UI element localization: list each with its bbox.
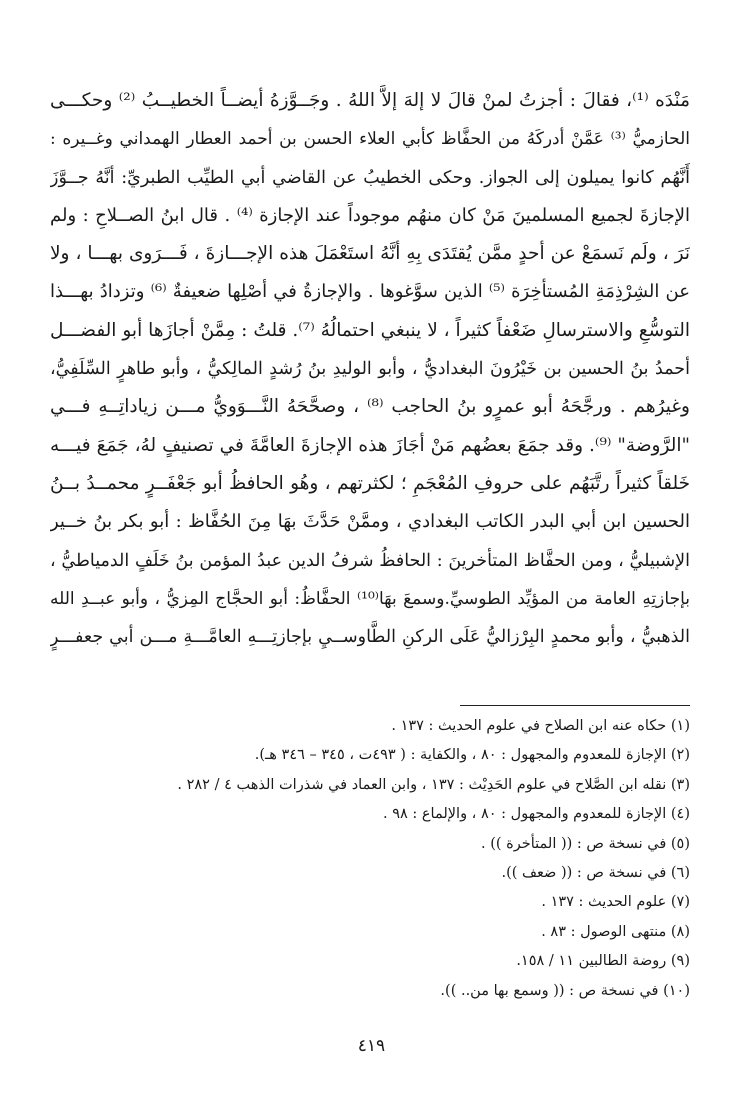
text-line: وغيرُهم . ورجَّحَهُ أبو عمرٍو بنُ الحاجب ⁽⁸⁾ ، وصحَّحَهُ النَّـــوَويُّ مـــن زياداتِــهِ فـــي xyxy=(50,396,690,418)
footnote: (٨) منتهى الوصول : ٨٣ . xyxy=(541,923,690,940)
footnote: (٧) علوم الحديث : ١٣٧ . xyxy=(541,894,690,911)
footnote: (٥) في نسخة ص : (( المتأخرة )) . xyxy=(481,835,690,852)
main-text xyxy=(50,82,690,656)
text-line: الإشبيليُّ ، ومن الحفَّاظ المتأخرينَ : الحافظُ شرفُ الدين عبدُ المؤمن بنُ خَلَفٍ الدمياطيُّ ، xyxy=(50,550,690,571)
text-line: الحازميُّ ⁽³⁾ عَمَّنْ أدركَهُ من الحفَّاظ كأبي العلاء الحسن بن أحمد العطار الهمداني وغــيره : xyxy=(50,129,690,150)
text-line: الإجازةَ لجميع المسلمينَ مَنْ كان منهُم موجوداً عند الإجازة ⁽⁴⁾ . قال ابنُ الصــلاحِ : ولم xyxy=(50,204,690,226)
page-number: ٤١٩ xyxy=(357,1036,386,1056)
text-line: نَرَ ، ولَم نَسمَعْ عن أحدٍ ممَّن يُقتَدَى بِهِ أنَّهُ استَعْمَلَ هذه الإجـــازةَ ، فَـــرَوى بهـــا ، ولا xyxy=(50,243,690,265)
text-line: التوسُّعِ والاسترسالِ ضَعْفاً كثيراً ، لا ينبغي احتمالُهُ ⁽⁷⁾. قلتُ : مِمَّنْ أجازَها أبو الفضـــل xyxy=(50,319,690,341)
footnote: (٢) الإجازة للمعدوم والمجهول : ٨٠ ، والكفاية : ( ٤٩٣ت ، ٣٤٥ – ٣٤٦ هـ). xyxy=(254,747,690,764)
footnote: (١٠) في نسخة ص : (( وسمع بها من.. )). xyxy=(440,982,690,999)
footnote: (١) حكاه عنه ابن الصلاح في علوم الحديث : ١٣٧ . xyxy=(391,718,690,734)
footnote: (٣) نقله ابن الصَّلاح في علوم الحَدِيْث : ١٣٧ ، وابن العماد في شذرات الذهب ٤ / ٢٨٢ . xyxy=(177,776,690,793)
text-line: الذهبيُّ ، وأبو محمدٍ البِرْزاليُّ عَلَى الركنِ الطَّاوســيِ بإجازتِـــهِ العامَّـــةِ مـــن أبي جعفـــرٍ xyxy=(50,627,690,648)
text-line: عن الشِرْذِمَةِ المُستأخِرَة ⁽⁵⁾ الذين سوَّغوها . والإجازةُ في أصْلِها ضعيفةٌ ⁽⁶⁾ وتزدادُ بهـــذا xyxy=(50,281,690,303)
text-line: مَنْدَه ⁽¹⁾، فقالَ : أجزتُ لمنْ قالَ لا إلهَ إلاَّ اللهُ . وجَــوَّزهُ أيضــاً الخطيــبُ ⁽²⁾ وحكـــى xyxy=(50,90,690,111)
footnote-separator xyxy=(460,705,690,706)
text-line: خَلقاً كثيراً رتَّبَهُم على حروفِ المُعْجَمِ ؛ لكثرتهم ، وهُو الحافظُ أبو جَعْفَــرٍ محمــدُ بــنُ xyxy=(50,472,690,494)
text-line: الحسين ابن أبي البدر الكاتب البغدادي ، وممَّنْ حَدَّثَ بهَا مِنَ الحُفَّاظ : أبو بكر بنُ خــير xyxy=(50,511,690,533)
footnote: (٤) الإجازة للمعدوم والمجهول : ٨٠ ، والإلماع : ٩٨ . xyxy=(383,806,690,823)
footnotes xyxy=(50,712,690,1006)
text-line: أحمدُ بنُ الحسين بن خَيْرُونَ البغداديُّ ، وأبو الوليدِ بنُ رُشدٍ المالِكيُّ ، وأبو طاهرٍ السِّلَفِيُّ، xyxy=(50,359,690,380)
footnote: (٩) روضة الطالبين ١١ / ١٥٨. xyxy=(516,953,690,970)
text-line: أَنَّهُم كانوا يميلون إلى الجواز. وحكى الخطيبُ عن القاضي أبي الطيِّب الطبريِّ: أنَّهُ جــوَّزَ xyxy=(50,167,690,188)
text-line: بإجازتِهِ العامة من المؤيِّد الطوسيِّ.وسمعَ بهَا⁽¹⁰⁾ الحفَّاظُ: أبو الحجَّاج المِزيُّ ، وأبو عبــدِ الله xyxy=(50,588,690,609)
text-line: "الرَّوضة" ⁽⁹⁾. وقد جمَعَ بعضُهم مَنْ أجَازَ هذه الإجازةَ العامَّةَ في تصنيفٍ لهُ، جَمَعَ فيـــه xyxy=(50,434,690,456)
footnote: (٦) في نسخة ص : (( ضعف )). xyxy=(501,864,690,881)
